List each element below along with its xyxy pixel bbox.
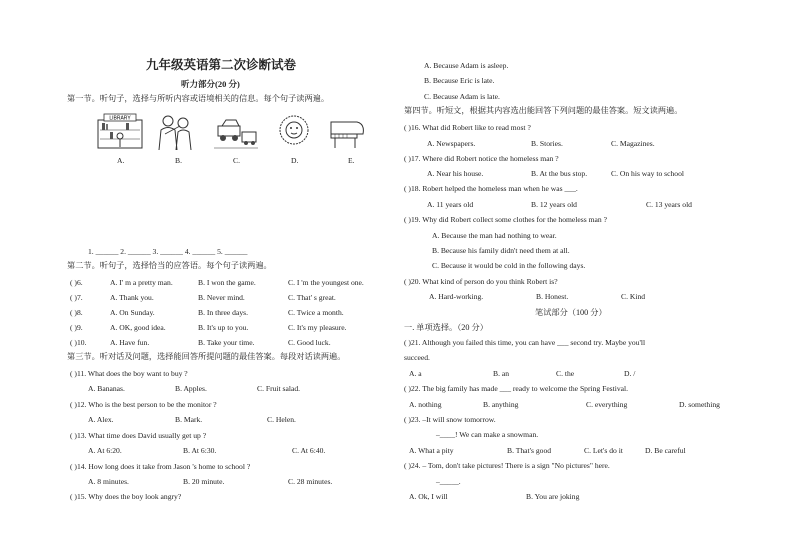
q8-number: ( )8. xyxy=(70,308,83,317)
q12-stem: ( )12. Who is the best person to be the monitor ? xyxy=(70,400,217,409)
q16-option-c: C. Magazines. xyxy=(611,139,655,148)
q21-option-c: C. the xyxy=(556,369,575,378)
section-3-instruction: 第三节。听对话及问题，选择能回答所提问题的最佳答案。每段对话读两遍。 xyxy=(67,352,346,361)
library-scene-icon xyxy=(96,112,146,152)
q19-option-a: A. Because the man had nothing to wear. xyxy=(432,231,557,240)
q21-option-a: A. a xyxy=(409,369,422,378)
q19-stem: ( )19. Why did Robert collect some clothes for the homeless man ? xyxy=(404,215,607,224)
q6-option-a: A. I' m a pretty man. xyxy=(110,278,173,287)
q24-option-a: A. Ok, I will xyxy=(409,492,448,501)
pic-label-d: D. xyxy=(291,156,299,165)
q22-option-b: B. anything xyxy=(483,400,519,409)
q17-option-c: C. On his way to school xyxy=(611,169,684,178)
q13-option-b: B. At 6:30. xyxy=(183,446,217,455)
q21-continued: succeed. xyxy=(404,353,430,362)
listening-heading: 听力部分(20 分) xyxy=(181,79,240,89)
piano-icon xyxy=(327,112,367,152)
section-1-instruction: 第一节。听句子，选择与所听内容或语境相关的信息。每个句子读两遍。 xyxy=(67,94,330,103)
q24-option-b: B. You are joking xyxy=(526,492,580,501)
q6-option-b: B. I won the game. xyxy=(198,278,256,287)
q7-option-a: A. Thank you. xyxy=(110,293,154,302)
q16-stem: ( )16. What did Robert like to read most ? xyxy=(404,123,531,132)
q22-option-a: A. nothing xyxy=(409,400,442,409)
q17-stem: ( )17. Where did Robert notice the homeless man ? xyxy=(404,154,559,163)
q9-option-b: B. It's up to you. xyxy=(198,323,249,332)
q7-option-c: C. That' s great. xyxy=(288,293,336,302)
q18-option-a: A. 11 years old xyxy=(427,200,474,209)
q21-stem: ( )21. Although you failed this time, you can have ___ second try. Maybe you'll xyxy=(404,338,646,347)
library-sign: LIBRARY xyxy=(109,115,131,122)
q6-option-c: C. I 'm the youngest one. xyxy=(288,278,364,287)
q12-option-b: B. Mark. xyxy=(175,415,203,424)
q13-option-a: A. At 6:20. xyxy=(88,446,122,455)
q23-line2: –____! We can make a snowman. xyxy=(436,430,539,439)
answer-blanks: 1. ______ 2. ______ 3. ______ 4. ______ 5. ______ xyxy=(88,247,248,256)
q15-option-a: A. Because Adam is asleep. xyxy=(424,61,509,70)
q8-option-c: C. Twice a month. xyxy=(288,308,344,317)
q21-option-b: B. an xyxy=(493,369,510,378)
q11-option-c: C. Fruit salad. xyxy=(257,384,301,393)
q20-option-c: C. Kind xyxy=(621,292,646,301)
q13-stem: ( )13. What time does David usually get up ? xyxy=(70,431,207,440)
single-choice-heading: 一. 单项选择。（20 分） xyxy=(404,323,488,332)
q21-option-d: D. / xyxy=(624,369,636,378)
q10-option-b: B. Take your time. xyxy=(198,338,255,347)
q13-option-c: C. At 6:40. xyxy=(292,446,326,455)
q20-option-a: A. Hard-working. xyxy=(429,292,484,301)
doctor-patient-icon xyxy=(154,112,196,152)
pic-label-a: A. xyxy=(117,156,125,165)
pic-label-b: B. xyxy=(175,156,182,165)
q11-option-a: A. Bananas. xyxy=(88,384,125,393)
q22-option-c: C. everything xyxy=(586,400,628,409)
q12-option-a: A. Alex. xyxy=(88,415,114,424)
q10-option-a: A. Have fun. xyxy=(110,338,150,347)
pic-label-c: C. xyxy=(233,156,240,165)
q23-option-b: B. That's good xyxy=(507,446,552,455)
q18-option-b: B. 12 years old xyxy=(531,200,577,209)
q14-stem: ( )14. How long does it take from Jason 's home to school ? xyxy=(70,462,251,471)
q11-option-b: B. Apples. xyxy=(175,384,207,393)
q15-option-b: B. Because Eric is late. xyxy=(424,76,495,85)
q10-number: ( )10. xyxy=(70,338,87,347)
q14-option-b: B. 20 minute. xyxy=(183,477,225,486)
page-title: 九年级英语第二次诊断试卷 xyxy=(146,58,297,72)
q22-stem: ( )22. The big family has made ___ ready to welcome the Spring Festival. xyxy=(404,384,629,393)
q19-option-c: C. Because it would be cold in the following days. xyxy=(432,261,586,270)
q9-option-a: A. OK, good idea. xyxy=(110,323,166,332)
q23-option-d: D. Be careful xyxy=(645,446,686,455)
q8-option-a: A. On Sunday. xyxy=(110,308,155,317)
q23-option-a: A. What a pity xyxy=(409,446,454,455)
q20-stem: ( )20. What kind of person do you think Robert is? xyxy=(404,277,558,286)
q9-option-c: C. It's my pleasure. xyxy=(288,323,347,332)
q14-option-a: A. 8 minutes. xyxy=(88,477,129,486)
written-heading: 笔试部分（100 分） xyxy=(535,308,607,317)
lion-icon xyxy=(277,112,311,152)
q18-stem: ( )18. Robert helped the homeless man when he was ___. xyxy=(404,184,578,193)
q10-option-c: C. Good luck. xyxy=(288,338,331,347)
q16-option-b: B. Stories. xyxy=(531,139,563,148)
q15-stem: ( )15. Why does the boy look angry? xyxy=(70,492,182,501)
section-4-instruction: 第四节。听短文，根据其内容选出能回答下列问题的最佳答案。短文读两遍。 xyxy=(404,106,683,115)
q20-option-b: B. Honest. xyxy=(536,292,569,301)
section-2-instruction: 第二节。听句子，选择恰当的应答语。每个句子读两遍。 xyxy=(67,261,272,270)
picture-row xyxy=(96,112,366,158)
q11-stem: ( )11. What does the boy want to buy ? xyxy=(70,369,188,378)
q7-option-b: B. Never mind. xyxy=(198,293,245,302)
car-scene-icon xyxy=(212,112,260,152)
q7-number: ( )7. xyxy=(70,293,83,302)
q8-option-b: B. In three days. xyxy=(198,308,248,317)
q23-stem: ( )23. –It will snow tomorrow. xyxy=(404,415,496,424)
q18-option-c: C. 13 years old xyxy=(646,200,692,209)
q15-option-c: C. Because Adam is late. xyxy=(424,92,500,101)
q23-option-c: C. Let's do it xyxy=(584,446,623,455)
q24-stem: ( )24. – Tom, don't take pictures! There is a sign "No pictures" here. xyxy=(404,461,610,470)
q14-option-c: C. 28 minutes. xyxy=(288,477,333,486)
q24-line2: –_____. xyxy=(436,477,461,486)
q22-option-d: D. something xyxy=(679,400,720,409)
q6-number: ( )6. xyxy=(70,278,83,287)
q9-number: ( )9. xyxy=(70,323,83,332)
q17-option-a: A. Near his house. xyxy=(427,169,484,178)
q16-option-a: A. Newspapers. xyxy=(427,139,476,148)
q12-option-c: C. Helen. xyxy=(267,415,296,424)
q19-option-b: B. Because his family didn't need them at all. xyxy=(432,246,570,255)
pic-label-e: E. xyxy=(348,156,355,165)
q17-option-b: B. At the bus stop. xyxy=(531,169,588,178)
